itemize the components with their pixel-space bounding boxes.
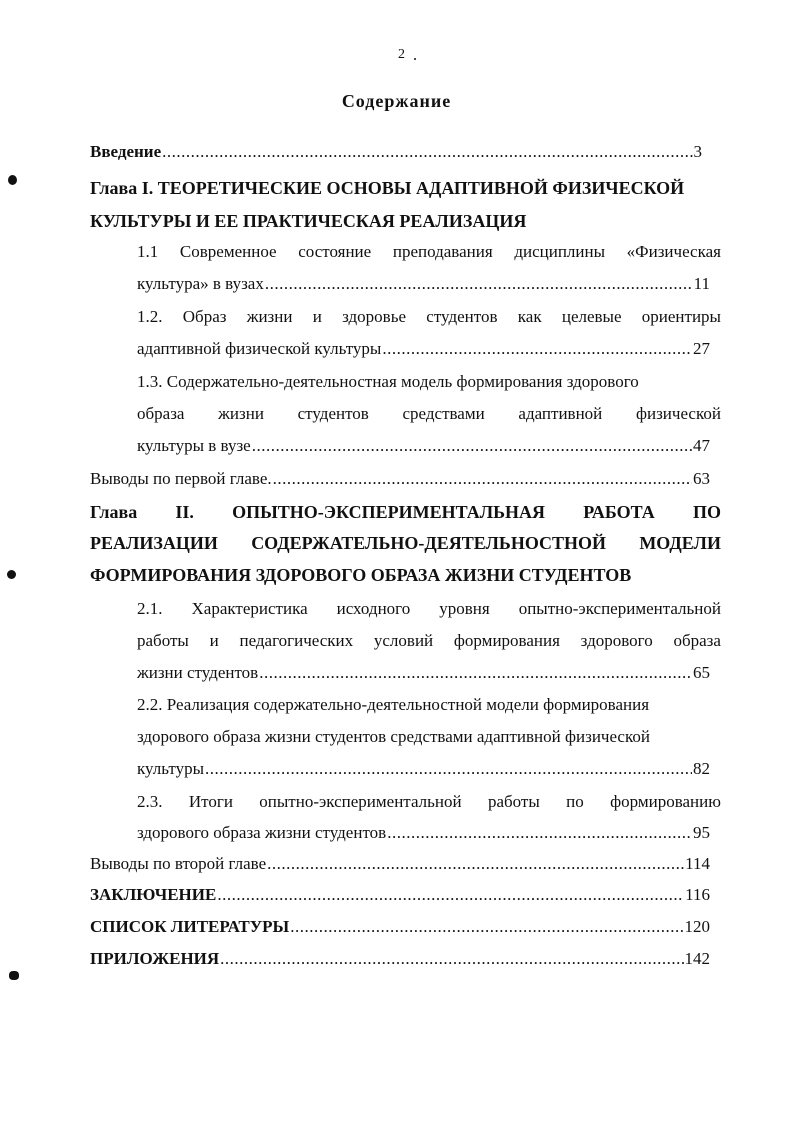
- toc-page-number: 95: [693, 823, 710, 842]
- word: Итоги: [188, 792, 233, 811]
- word: исходного: [336, 599, 411, 618]
- word: жизни: [218, 404, 264, 423]
- word: ПО: [692, 502, 721, 522]
- toc-section-2-3-line2[interactable]: [137, 822, 710, 844]
- toc-entry-text: Введение: [90, 142, 162, 161]
- toc-chapter-2-conclusion[interactable]: [90, 853, 710, 875]
- scan-speck: [7, 570, 16, 579]
- page-title: Содержание: [341, 91, 452, 111]
- word: средствами: [402, 404, 485, 423]
- toc-leader: [162, 141, 692, 163]
- word: целевые: [561, 307, 622, 326]
- scan-speck: [414, 58, 416, 60]
- toc-chapter-1-conclusion[interactable]: [90, 468, 710, 490]
- word: дисциплины: [514, 242, 606, 261]
- toc-page-number: 120: [684, 917, 710, 936]
- toc-section-1-2-line2[interactable]: [137, 338, 710, 360]
- word: 2.3.: [137, 792, 163, 811]
- toc-entry-text: Выводы по первой главе.: [90, 469, 272, 488]
- chapter-1-heading-line2[interactable]: КУЛЬТУРЫ И ЕЕ ПРАКТИЧЕСКАЯ РЕАЛИЗАЦИЯ: [90, 211, 527, 231]
- toc-section-2-1-line1[interactable]: [137, 598, 721, 620]
- chapter-2-heading-line3[interactable]: ФОРМИРОВАНИЯ ЗДОРОВОГО ОБРАЗА ЖИЗНИ СТУДЕНТОВ: [90, 565, 632, 585]
- toc-page-number: 116: [685, 885, 710, 904]
- word: адаптивной: [518, 404, 603, 423]
- toc-section-2-1-line3[interactable]: [137, 662, 710, 684]
- toc-entry-text: Выводы по второй главе: [90, 854, 267, 873]
- word: ориентиры: [641, 307, 721, 326]
- word: уровня: [439, 599, 490, 618]
- toc-section-1-3-line1[interactable]: [137, 371, 721, 393]
- toc-page-number: 3: [693, 142, 702, 161]
- toc-section-2-1-line2[interactable]: [137, 630, 721, 652]
- toc-entry-text: адаптивной физической культуры: [137, 339, 382, 358]
- toc-entry-text: 1.3. Содержательно-деятельностная модель формирования здорового: [137, 372, 639, 391]
- toc-page-number: 82: [693, 759, 710, 778]
- toc-leader: [382, 338, 692, 360]
- toc-entry-text: культуры: [137, 759, 204, 778]
- toc-page-number: 63: [693, 469, 710, 488]
- word: жизни: [246, 307, 293, 326]
- toc-page-number: 11: [693, 274, 710, 293]
- toc-leader: [205, 758, 692, 780]
- word: образа: [673, 631, 721, 650]
- toc-entry-intro[interactable]: [90, 141, 702, 163]
- word: здоровье: [342, 307, 407, 326]
- word: преподавания: [392, 242, 493, 261]
- word: студентов: [426, 307, 498, 326]
- toc-entry-text: ЗАКЛЮЧЕНИЕ: [90, 885, 217, 904]
- toc-leader: [265, 273, 693, 295]
- page-number: 2: [398, 47, 405, 62]
- word: здорового: [580, 631, 653, 650]
- toc-section-2-3-line1[interactable]: [137, 791, 721, 813]
- word: РЕАЛИЗАЦИИ: [90, 533, 218, 553]
- word: педагогических: [239, 631, 354, 650]
- word: условий: [373, 631, 434, 650]
- word: Глава: [90, 502, 138, 522]
- word: физической: [635, 404, 721, 423]
- word: работы: [137, 631, 189, 650]
- toc-entry-text: здорового образа жизни студентов: [137, 823, 387, 842]
- word: «Физическая: [626, 242, 721, 261]
- toc-page-number: 142: [684, 949, 710, 968]
- toc-leader: [267, 853, 684, 875]
- toc-entry-conclusion[interactable]: [90, 884, 710, 906]
- word: Современное: [179, 242, 277, 261]
- word: работы: [487, 792, 540, 811]
- toc-page-number: 65: [693, 663, 710, 682]
- word: студентов: [297, 404, 369, 423]
- word: по: [566, 792, 584, 811]
- toc-page-number: 47: [693, 436, 710, 455]
- toc-leader: [387, 822, 692, 844]
- toc-leader: [252, 435, 692, 457]
- chapter-1-heading-line1[interactable]: Глава I. ТЕОРЕТИЧЕСКИЕ ОСНОВЫ АДАПТИВНОЙ ФИЗИЧЕСКОЙ: [90, 178, 685, 198]
- toc-section-1-3-line2[interactable]: [137, 403, 721, 425]
- toc-page-number: 114: [685, 854, 710, 873]
- toc-entry-bibliography[interactable]: [90, 916, 710, 938]
- toc-leader: [220, 948, 683, 970]
- word: II.: [175, 502, 194, 522]
- word: МОДЕЛИ: [639, 533, 721, 553]
- toc-section-1-1-line2[interactable]: [137, 273, 710, 295]
- toc-entry-text: здорового образа жизни студентов средствами адаптивной физической: [137, 727, 650, 746]
- toc-entry-text: 2.2. Реализация содержательно-деятельностной модели формирования: [137, 695, 650, 714]
- toc-leader: [273, 468, 692, 490]
- word: ОПЫТНО-ЭКСПЕРИМЕНТАЛЬНАЯ: [232, 502, 546, 522]
- word: СОДЕРЖАТЕЛЬНО-ДЕЯТЕЛЬНОСТНОЙ: [251, 533, 607, 553]
- toc-section-1-3-line3[interactable]: [137, 435, 710, 457]
- word: РАБОТА: [583, 502, 655, 522]
- toc-entry-text: жизни студентов: [137, 663, 259, 682]
- toc-entry-text: культуры в вузе: [137, 436, 251, 455]
- toc-entry-text: СПИСОК ЛИТЕРАТУРЫ: [90, 917, 290, 936]
- toc-section-1-2-line1[interactable]: [137, 306, 721, 328]
- word: Образ: [182, 307, 227, 326]
- word: 2.1.: [137, 599, 163, 618]
- toc-entry-text: ПРИЛОЖЕНИЯ: [90, 949, 220, 968]
- word: и: [209, 631, 219, 650]
- toc-section-2-2-line1[interactable]: [137, 694, 721, 716]
- toc-entry-appendix[interactable]: [90, 948, 710, 970]
- toc-section-2-2-line3[interactable]: [137, 758, 710, 780]
- toc-page-number: 27: [693, 339, 710, 358]
- word: опытно-экспериментальной: [518, 599, 721, 618]
- toc-leader: [290, 916, 683, 938]
- word: образа: [137, 404, 185, 423]
- toc-entry-text: культура» в вузах: [137, 274, 264, 293]
- word: и: [312, 307, 322, 326]
- word: формированию: [610, 792, 721, 811]
- word: опытно-экспериментальной: [259, 792, 462, 811]
- toc-leader: [217, 884, 684, 906]
- toc-leader: [259, 662, 692, 684]
- word: как: [517, 307, 542, 326]
- scan-speck: [8, 175, 17, 185]
- word: 1.1: [137, 242, 159, 261]
- word: Характеристика: [191, 599, 308, 618]
- word: 1.2.: [137, 307, 163, 326]
- toc-section-2-2-line2[interactable]: [137, 726, 721, 748]
- chapter-2-heading-line1[interactable]: [90, 501, 721, 523]
- chapter-2-heading-line2[interactable]: [90, 532, 721, 554]
- scan-speck: [9, 971, 19, 980]
- word: состояние: [298, 242, 372, 261]
- word: формирования: [453, 631, 560, 650]
- toc-section-1-1-line1[interactable]: [137, 241, 721, 263]
